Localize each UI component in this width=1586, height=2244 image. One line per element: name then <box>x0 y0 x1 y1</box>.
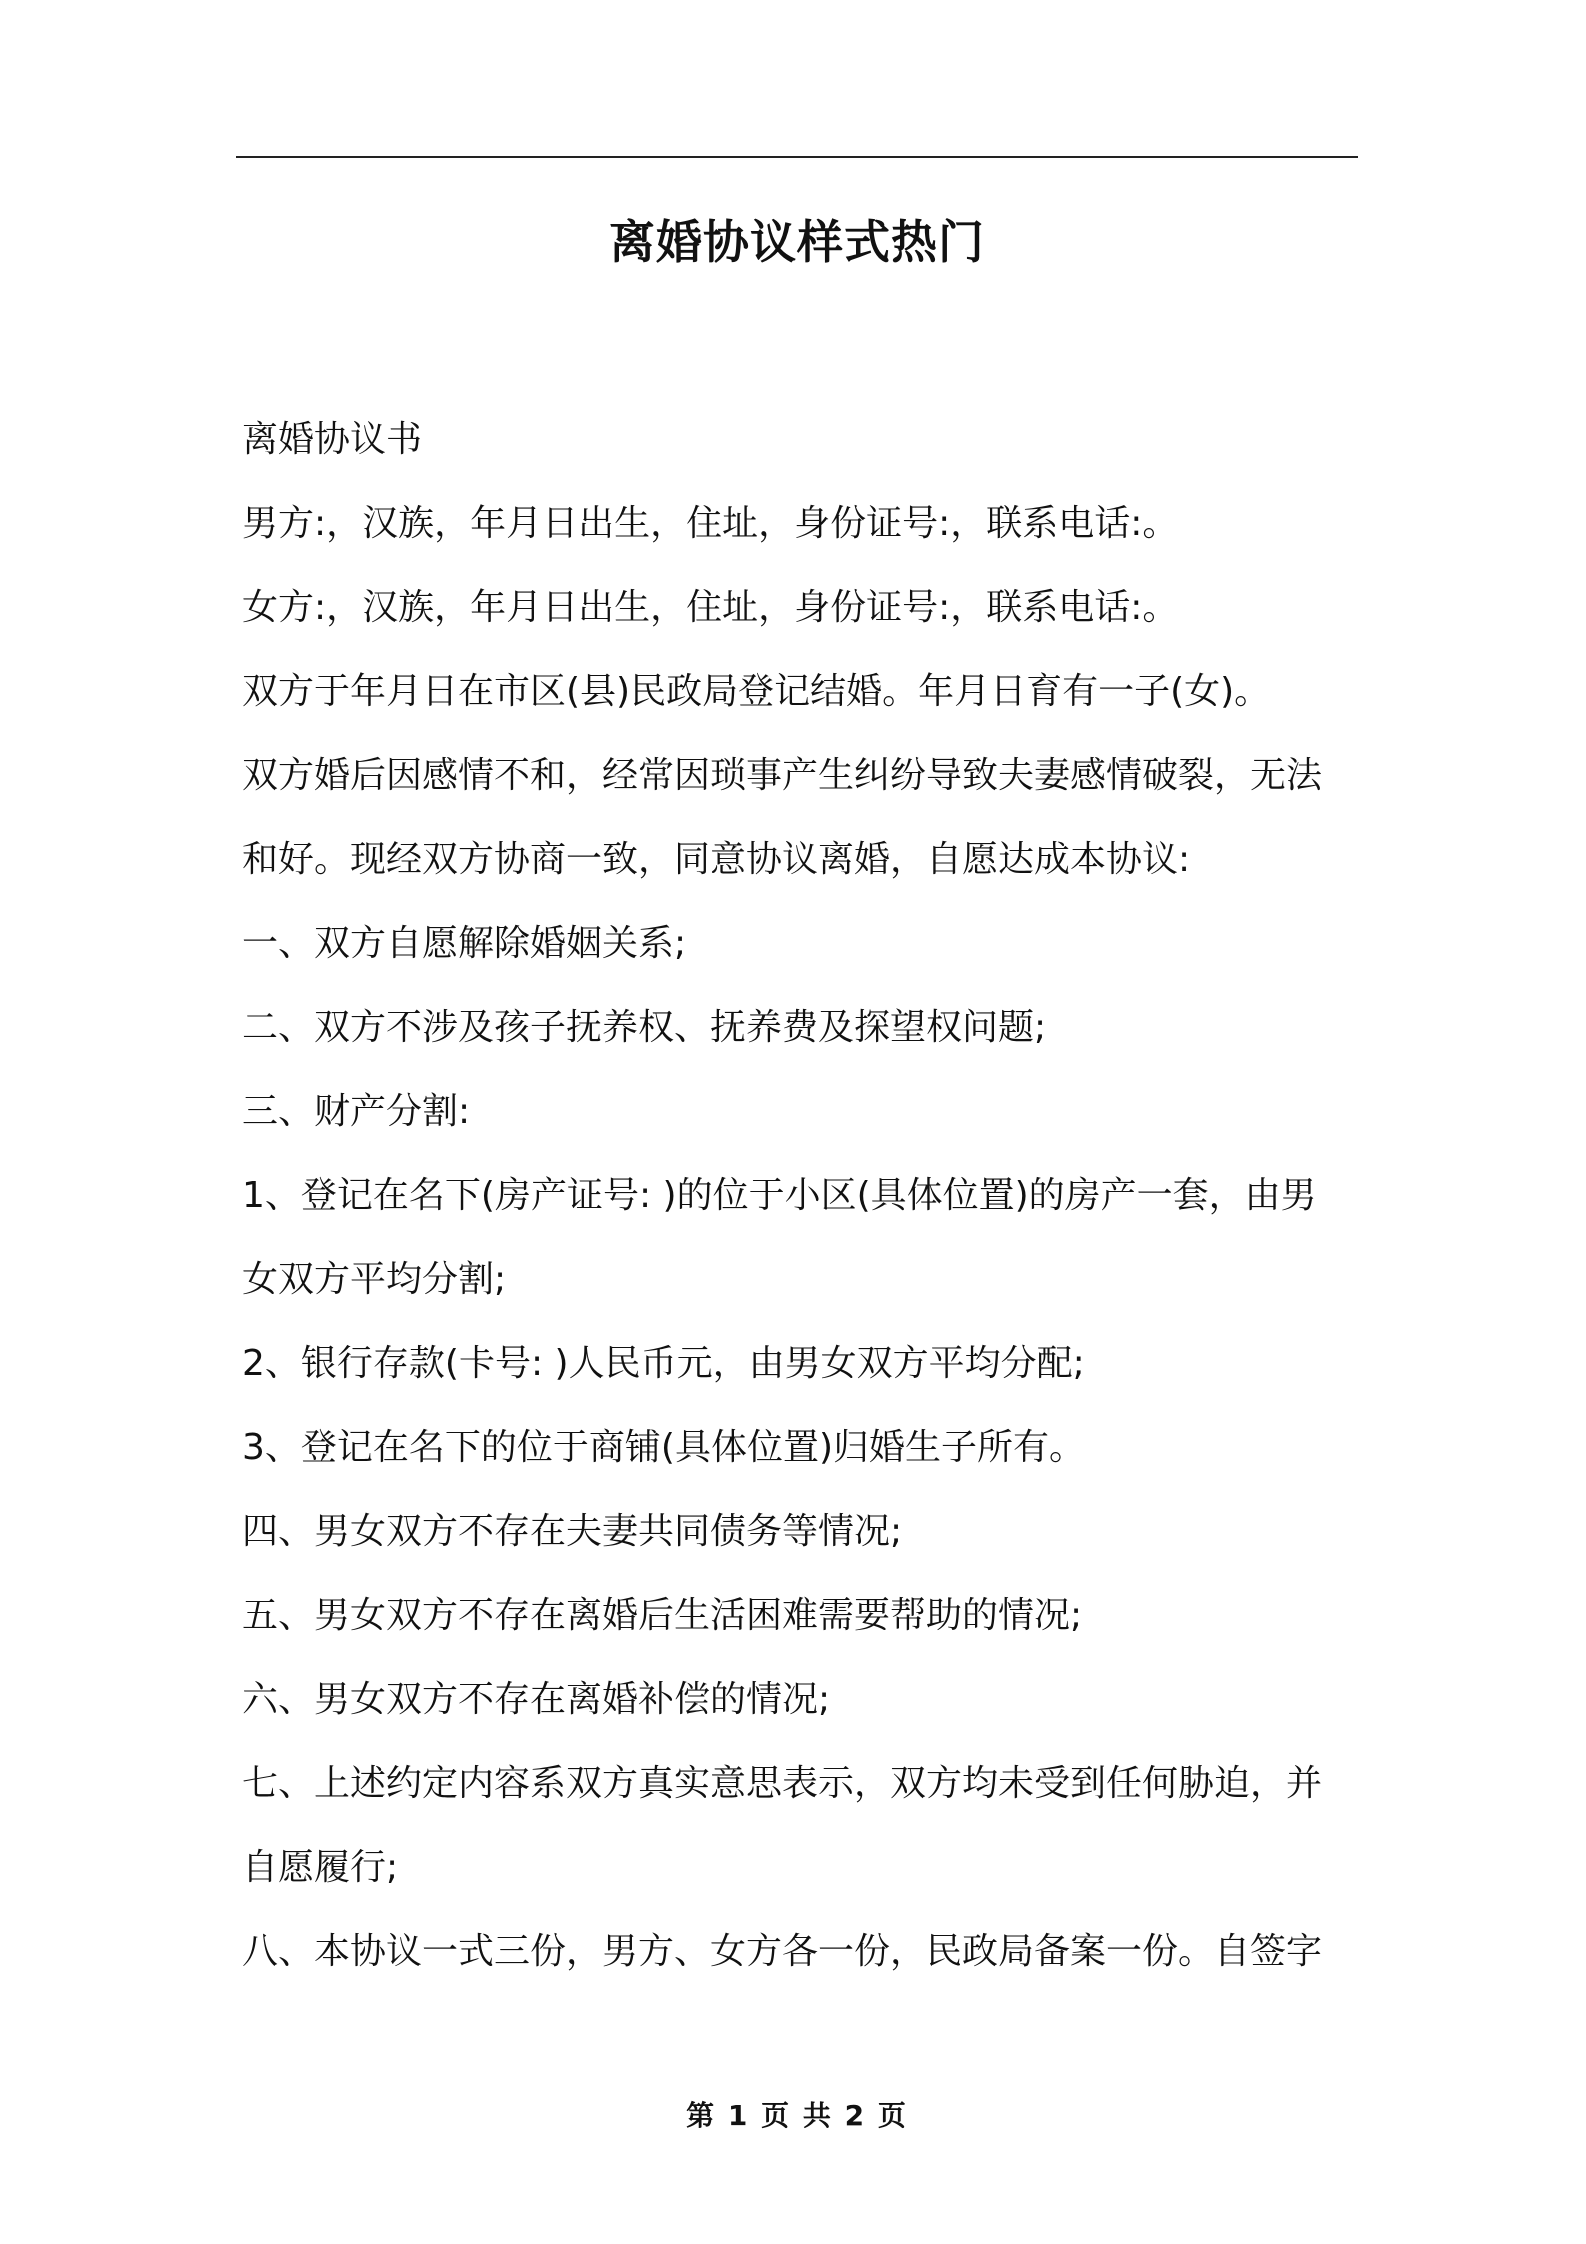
paragraph-line: 双方婚后因感情不和，经常因琐事产生纠纷导致夫妻感情破裂，无法 <box>242 755 1323 796</box>
page-number: 第 1 页 共 2 页 <box>686 2099 908 2132</box>
paragraph-line: 3、登记在名下的位于商铺(具体位置)归婚生子所有。 <box>242 1427 1085 1468</box>
paragraph-line: 一、双方自愿解除婚姻关系; <box>242 923 687 964</box>
paragraph-line: 女方:，汉族，年月日出生，住址，身份证号:，联系电话:。 <box>242 587 1179 628</box>
paragraph-line: 四、男女双方不存在夫妻共同债务等情况; <box>242 1511 903 1552</box>
paragraph-line: 男方:，汉族，年月日出生，住址，身份证号:，联系电话:。 <box>242 503 1179 544</box>
paragraph-line: 和好。现经双方协商一致，同意协议离婚，自愿达成本协议: <box>242 839 1191 880</box>
paragraph-line: 2、银行存款(卡号: )人民币元，由男女双方平均分配; <box>242 1343 1085 1384</box>
header-divider <box>236 156 1358 158</box>
paragraph-line: 八、本协议一式三份，男方、女方各一份，民政局备案一份。自签字 <box>242 1931 1323 1972</box>
paragraph-line: 1、登记在名下(房产证号: )的位于小区(具体位置)的房产一套，由男 <box>242 1175 1317 1216</box>
document-title: 离婚协议样式热门 <box>609 215 985 269</box>
paragraph-line: 自愿履行; <box>242 1847 399 1888</box>
paragraph-line: 离婚协议书 <box>242 419 423 460</box>
paragraph-line: 三、财产分割: <box>242 1091 471 1132</box>
paragraph-line: 六、男女双方不存在离婚补偿的情况; <box>242 1679 831 1720</box>
paragraph-line: 女双方平均分割; <box>242 1259 507 1300</box>
paragraph-line: 七、上述约定内容系双方真实意思表示，双方均未受到任何胁迫，并 <box>242 1763 1323 1804</box>
paragraph-line: 二、双方不涉及孩子抚养权、抚养费及探望权问题; <box>242 1007 1047 1048</box>
paragraph-line: 双方于年月日在市区(县)民政局登记结婚。年月日育有一子(女)。 <box>242 671 1271 712</box>
paragraph-line: 五、男女双方不存在离婚后生活困难需要帮助的情况; <box>242 1595 1083 1636</box>
document-body <box>242 398 1358 1994</box>
